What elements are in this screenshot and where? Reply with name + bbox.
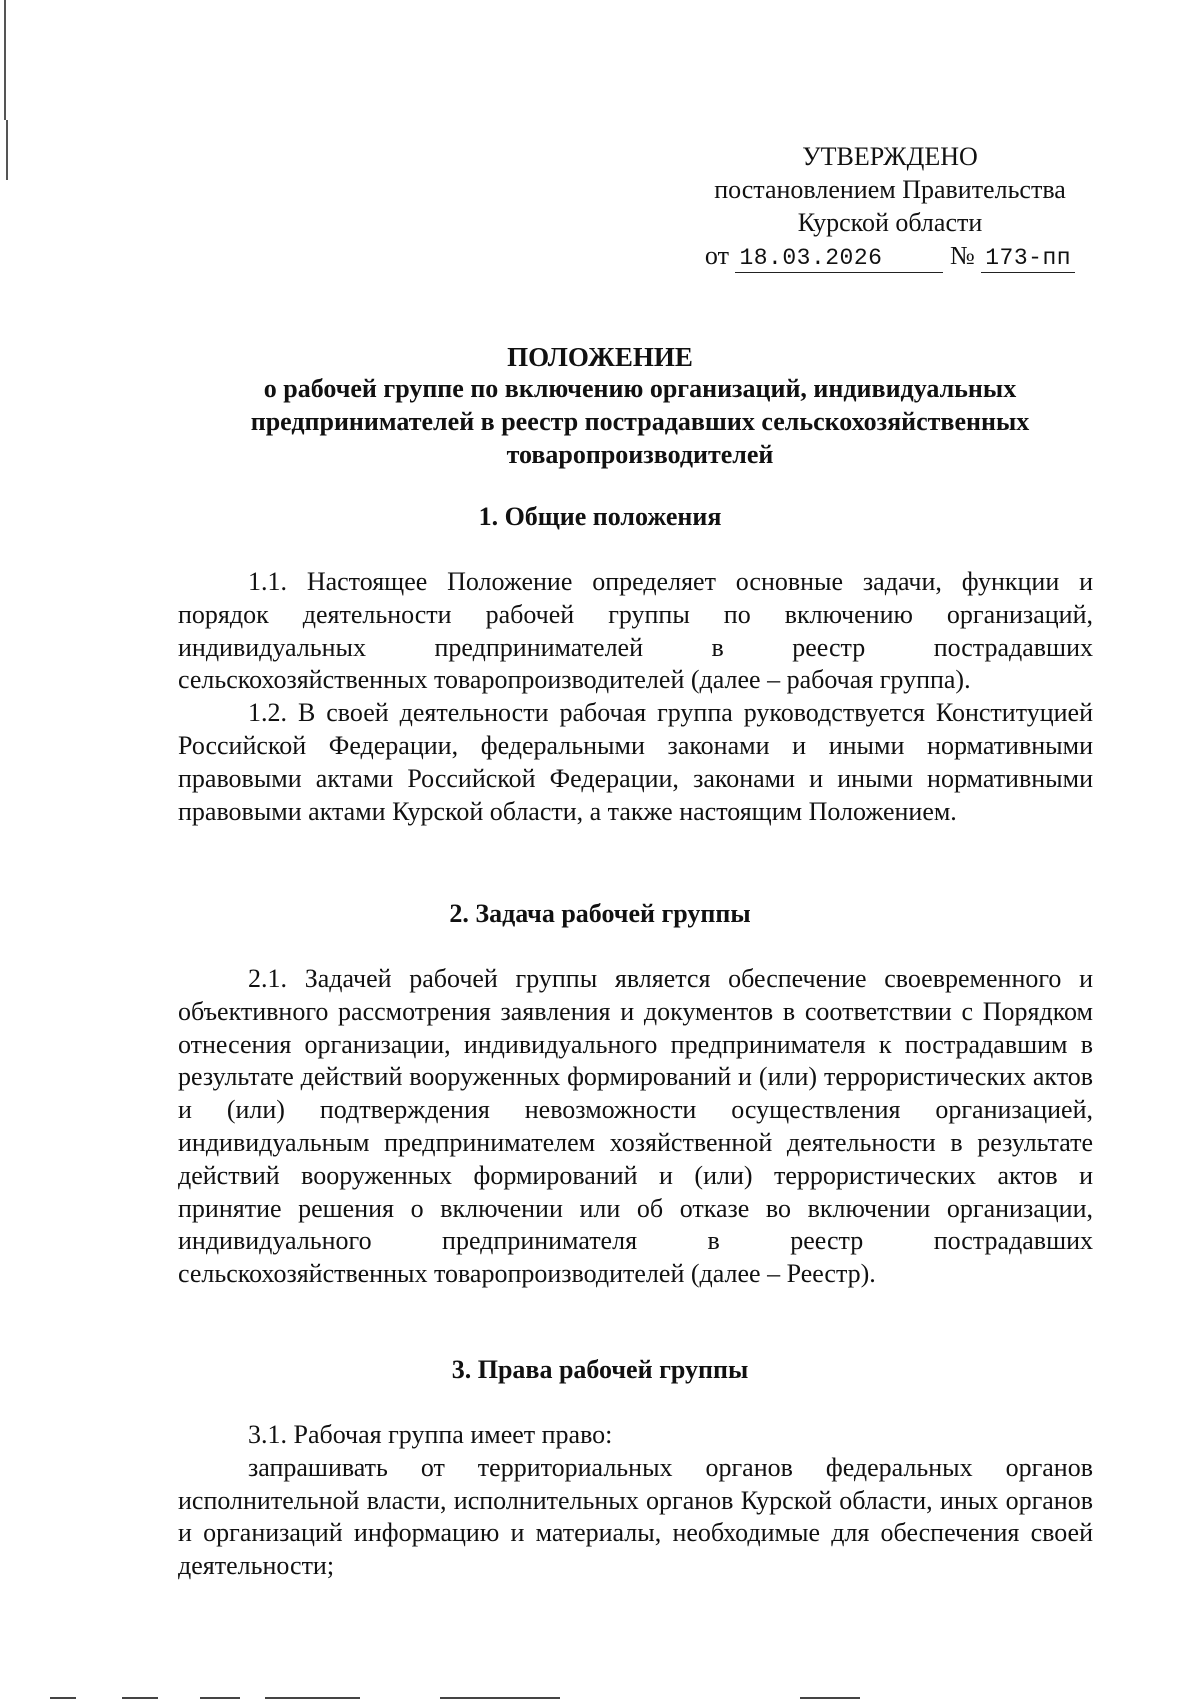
scan-mark xyxy=(800,1697,860,1699)
scan-mark xyxy=(440,1697,560,1699)
approval-issuer: постановлением Правительства xyxy=(714,175,1066,204)
document-title: ПОЛОЖЕНИЕ xyxy=(507,342,693,372)
paragraph: 1.1. Настоящее Положение определяет основные задачи, функции и порядок деятельности рабочей группы по включению организаций, индивидуальных предпринимателей в реестр пострадавших сельскохозяйственных товаропроизводителей (далее – рабочая группа). xyxy=(178,567,1093,695)
approval-region: Курской области xyxy=(797,208,983,237)
scan-mark xyxy=(50,1697,76,1699)
approval-number: 173-пп xyxy=(981,244,1075,273)
approval-title: УТВЕРЖДЕНО xyxy=(802,142,978,171)
date-from-label: от xyxy=(704,241,729,270)
approval-date: 18.03.2026 xyxy=(735,244,943,273)
section-body xyxy=(178,1419,1093,1583)
subtitle-line: товаропроизводителей xyxy=(506,440,774,469)
paragraph: 2.1. Задачей рабочей группы является обеспечение своевременного и объективного рассмотрения заявления и документов в соответствии с Порядком отнесения организации, индивидуального предпринимателя к пострадавшим в результате действий вооруженных формирований и (или) террористических актов и (или) подтверждения невозможности осуществления организацией, индивидуальным предпринимателем хозяйственной деятельности в результате действий вооруженных формирований и (или) террористических актов и принятие решения о включении или об отказе во включении организации, индивидуального предпринимателя в реестр пострадавших сельскохозяйственных товаропроизводителей (далее – Реестр). xyxy=(178,964,1093,1289)
subtitle-line: о рабочей группе по включению организаций, индивидуальных xyxy=(263,374,1017,403)
section-heading: 3. Права рабочей группы xyxy=(451,1355,749,1384)
scan-mark xyxy=(265,1697,360,1699)
scan-mark xyxy=(200,1697,240,1699)
document-subtitle xyxy=(160,372,1120,471)
paragraph: 1.2. В своей деятельности рабочая группа руководствуется Конституцией Российской Федерации, федеральными законами и иными нормативными правовыми актами Российской Федерации, законами и иными нормативными правовыми актами Курской области, а также настоящим Положением. xyxy=(178,698,1093,826)
paragraph: запрашивать от территориальных органов федеральных органов исполнительной власти, исполнительных органов Курской области, иных органов и организаций информацию и материалы, необходимые для обеспечения своей деятельности; xyxy=(178,1452,1093,1581)
paragraph: 3.1. Рабочая группа имеет право: xyxy=(248,1420,613,1449)
scan-footer-marks xyxy=(0,1697,1200,1703)
scan-mark xyxy=(122,1697,158,1699)
subtitle-line: предпринимателей в реестр пострадавших сельскохозяйственных xyxy=(250,407,1030,436)
scan-edge-line xyxy=(6,120,8,180)
section-body xyxy=(178,963,1093,1291)
section-heading: 1. Общие положения xyxy=(478,502,722,531)
section-heading: 2. Задача рабочей группы xyxy=(449,899,751,928)
scan-edge-line xyxy=(4,0,6,120)
approval-date-line xyxy=(680,239,1100,273)
approval-stamp xyxy=(680,140,1100,273)
number-label: № xyxy=(949,241,975,270)
section-body xyxy=(178,566,1093,828)
